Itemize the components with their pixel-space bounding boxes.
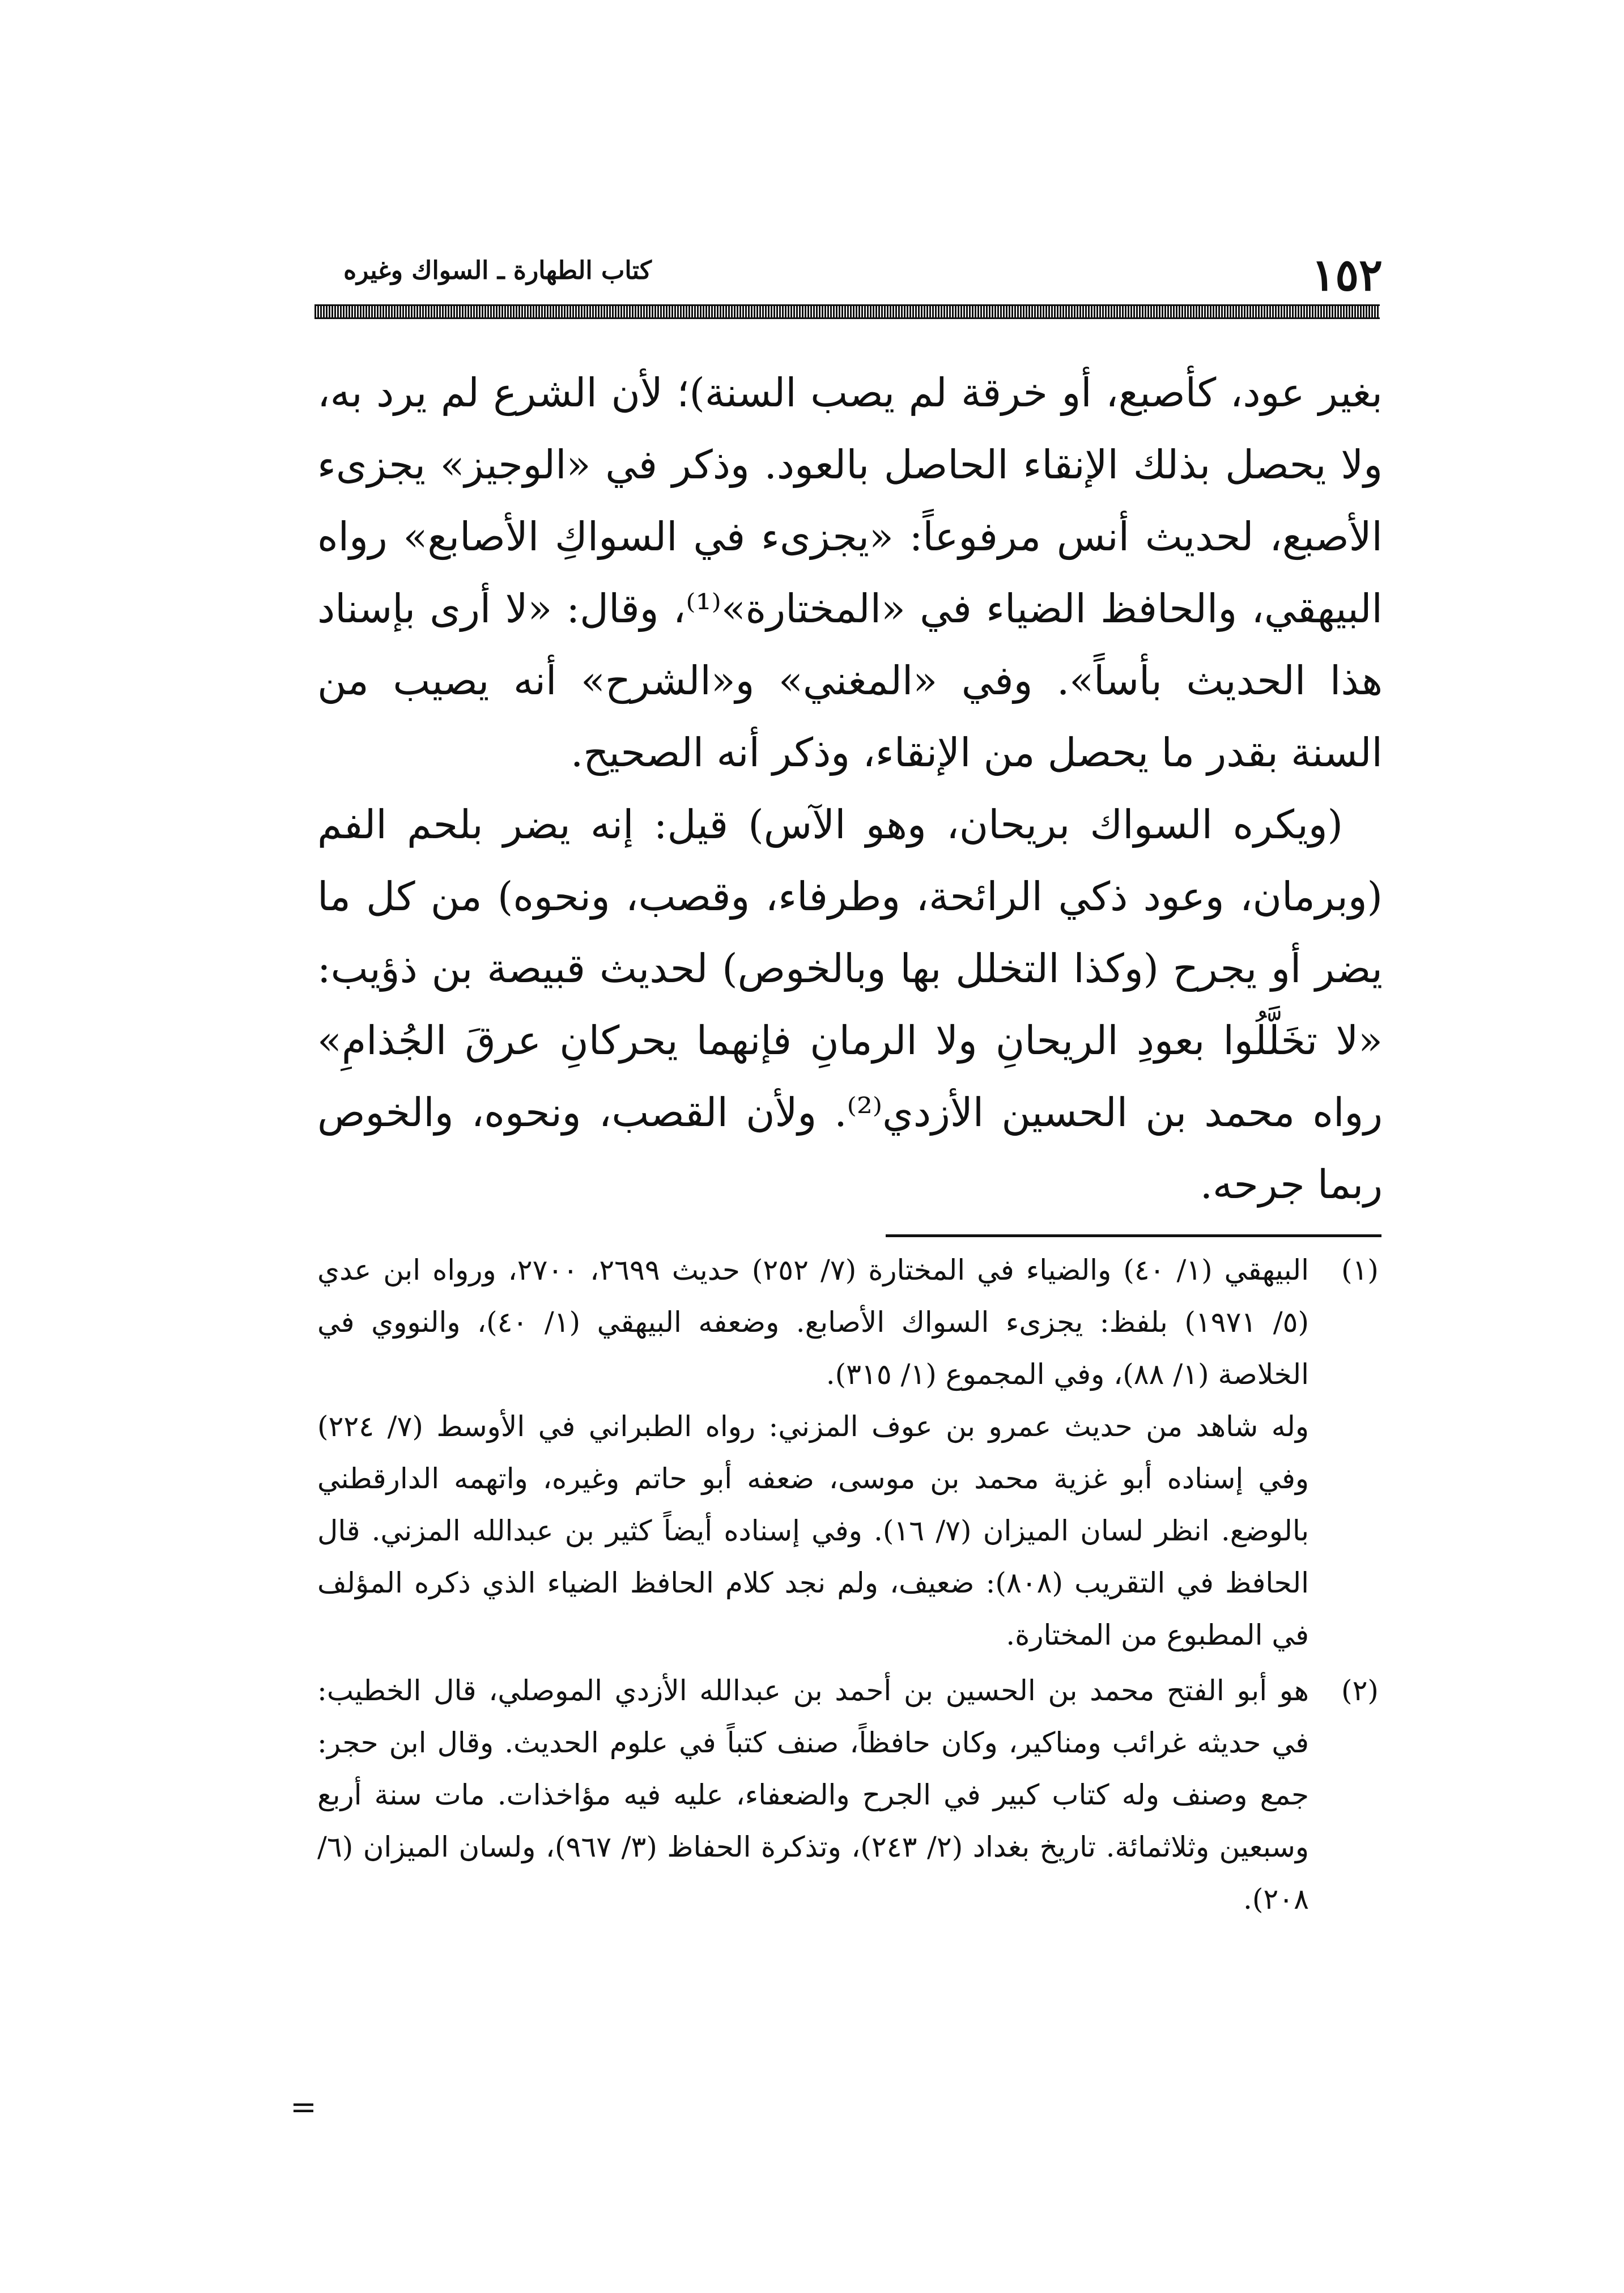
footnote-number: (٢) bbox=[1341, 1674, 1379, 1707]
footnote-number: (١) bbox=[1341, 1254, 1379, 1286]
footnote-separator bbox=[886, 1234, 1381, 1237]
footnote-text: هو أبو الفتح محمد بن الحسين بن أحمد بن عبدالله الأزدي الموصلي، قال الخطيب: في حديثه غرائب ومناكير، وكان حافظاً، صنف كتباً في علوم الحديث. وقال ابن حجر: جمع وصنف وله كتاب كبير في الجرح والضعفاء، عليه فيه مؤاخذات. مات سنة أربع وسبعين وثلاثمائة. تاريخ بغداد (٢/ ٢٤٣)، وتذكرة الحفاظ (٣/ ٩٦٧)، ولسان الميزان (٦/ ٢٠٨). bbox=[317, 1674, 1310, 1916]
header-rule bbox=[314, 304, 1380, 319]
footnotes bbox=[317, 1244, 1383, 1925]
paragraph-2: (ويكره السواك بريحان، وهو الآس) قيل: إنه يضر بلحم الفم (وبرمان، وعود ذكي الرائحة، وطرفاء، وقصب، ونحوه) من كل ما يضر أو يجرح (وكذا التخلل بها وبالخوص) لحديث قبيصة بن ذؤيب: «لا تخَلَّلُوا بعودِ الريحانِ ولا الرمانِ فإنهما يحركانِ عرقَ الجُذامِ» رواه محمد بن الحسين الأزدي⁽²⁾. ولأن القصب، ونحوه، والخوص ربما جرحه. bbox=[317, 801, 1383, 1208]
footnote-text: وله شاهد من حديث عمرو بن عوف المزني: رواه الطبراني في الأوسط (٧/ ٢٢٤) وفي إسناده أبو غزية محمد بن موسى، ضعفه أبو حاتم وغيره، واتهمه الدارقطني بالوضع. انظر لسان الميزان (٧/ ١٦). وفي إسناده أيضاً كثير بن عبدالله المزني. قال الحافظ في التقريب (٨٠٨): ضعيف، ولم نجد كلام الحافظ الضياء الذي ذكره المؤلف في المطبوع من المختارة. bbox=[317, 1410, 1310, 1651]
continuation-mark: = bbox=[290, 2089, 317, 2126]
footnote-2 bbox=[317, 1664, 1383, 1925]
page-number: ١٥٢ bbox=[1311, 249, 1383, 301]
paragraph-1: بغير عود، كأصبع، أو خرقة لم يصب السنة)؛ لأن الشرع لم يرد به، ولا يحصل بذلك الإنقاء الحاصل بالعود. وذكر في «الوجيز» يجزىء الأصبع، لحديث أنس مرفوعاً: «يجزىء في السواكِ الأصابع» رواه البيهقي، والحافظ الضياء في «المختارة»⁽¹⁾، وقال: «لا أرى بإسناد هذا الحديث بأساً». وفي «المغني» و«الشرح» أنه يصيب من السنة بقدر ما يحصل من الإنقاء، وذكر أنه الصحيح. bbox=[317, 370, 1383, 776]
main-text bbox=[317, 357, 1383, 1221]
chapter-title: كتاب الطهارة ـ السواك وغيره bbox=[343, 256, 652, 285]
footnote-text: البيهقي (١/ ٤٠) والضياء في المختارة (٧/ ٢٥٢) حديث ٢٦٩٩، ٢٧٠٠، ورواه ابن عدي (٥/ ١٩٧١) بلفظ: يجزىء السواك الأصابع. وضعفه البيهقي (١/ ٤٠)، والنووي في الخلاصة (١/ ٨٨)، وفي المجموع (١/ ٣١٥). bbox=[317, 1254, 1309, 1391]
page-header bbox=[306, 249, 1383, 301]
footnote-1 bbox=[317, 1244, 1383, 1661]
